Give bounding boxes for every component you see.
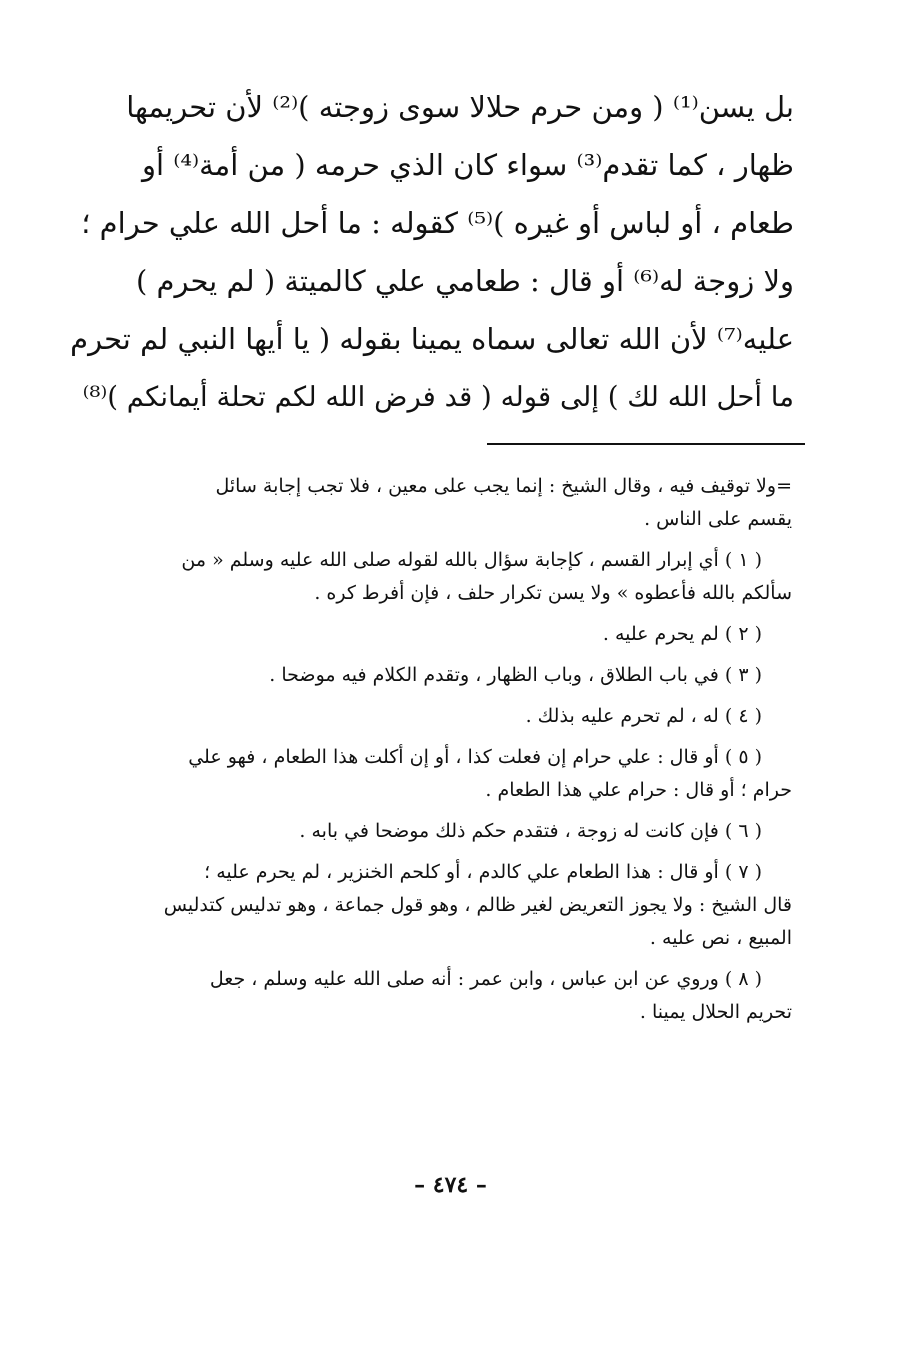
footnote-divider [487, 443, 805, 445]
main-text-line: بل يسن⁽¹⁾ ( ومن حرم حلالا سوى زوجته )⁽²⁾ لأن تحريمها [126, 90, 794, 124]
footnote-line: ( ٥ ) أو قال : علي حرام إن فعلت كذا ، أو إن أكلت هذا الطعام ، فهو علي [188, 746, 762, 768]
footnote-line: تحريم الحلال يمينا . [639, 1001, 792, 1023]
footnote-line: ( ٢ ) لم يحرم عليه . [602, 623, 762, 645]
footnote-line: قال الشيخ : ولا يجوز التعريض لغير ظالم ، وهو قول جماعة ، وهو تدليس كتدليس [163, 894, 792, 916]
footnote-line: المبيع ، نص عليه . [649, 927, 792, 949]
footnote-line: =ولا توقيف فيه ، وقال الشيخ : إنما يجب على معين ، فلا تجب إجابة سائل [215, 475, 792, 497]
footnote-line: ( ٣ ) في باب الطلاق ، وباب الظهار ، وتقدم الكلام فيه موضحا . [269, 664, 762, 686]
footnote-line: ( ٦ ) فإن كانت له زوجة ، فتقدم حكم ذلك موضحا في بابه . [299, 820, 762, 842]
main-text-line: ظهار ، كما تقدم⁽³⁾ سواء كان الذي حرمه ( من أمة⁽⁴⁾ أو [141, 148, 794, 182]
footnote-8 [66, 963, 792, 1029]
footnote-continuation [66, 470, 792, 536]
footnotes [66, 470, 792, 1037]
footnote-line: ( ٨ ) وروي عن ابن عباس ، وابن عمر : أنه صلى الله عليه وسلم ، جعل [209, 968, 762, 990]
main-text-line: ولا زوجة له⁽⁶⁾ أو قال : طعامي علي كالميتة ( لم يحرم ) [135, 264, 794, 298]
footnote-line: ( ٧ ) أو قال : هذا الطعام علي كالدم ، أو كلحم الخنزير ، لم يحرم عليه ؛ [204, 861, 762, 883]
footnote-line: حرام ؛ أو قال : حرام علي هذا الطعام . [485, 779, 792, 801]
footnote-4 [66, 700, 792, 733]
footnote-5 [66, 741, 792, 807]
footnote-line: يقسم على الناس . [644, 508, 792, 530]
footnote-2 [66, 618, 792, 651]
main-text-line: ما أحل الله لك ) إلى قوله ( قد فرض الله لكم تحلة أيمانكم )⁽⁸⁾ [82, 380, 794, 413]
main-text-line: عليه⁽⁷⁾ لأن الله تعالى سماه يمينا بقوله ( يا أيها النبي لم تحرم [70, 322, 794, 356]
footnote-line: ( ٤ ) له ، لم تحرم عليه بذلك . [525, 705, 762, 727]
footnote-6 [66, 815, 792, 848]
footnote-3 [66, 659, 792, 692]
page-number: – ٤٧٤ – [414, 1172, 487, 1198]
footnote-line: ( ١ ) أي إبرار القسم ، كإجابة سؤال بالله لقوله صلى الله عليه وسلم « من [181, 549, 762, 571]
footnote-line: سألكم بالله فأعطوه » ولا يسن تكرار حلف ، فإن أفرط كره . [314, 582, 792, 604]
footnote-7 [66, 856, 792, 955]
main-text-line: طعام ، أو لباس أو غيره )⁽⁵⁾ كقوله : ما أحل الله علي حرام ؛ [81, 206, 794, 240]
main-text [68, 78, 794, 426]
footnote-1 [66, 544, 792, 610]
